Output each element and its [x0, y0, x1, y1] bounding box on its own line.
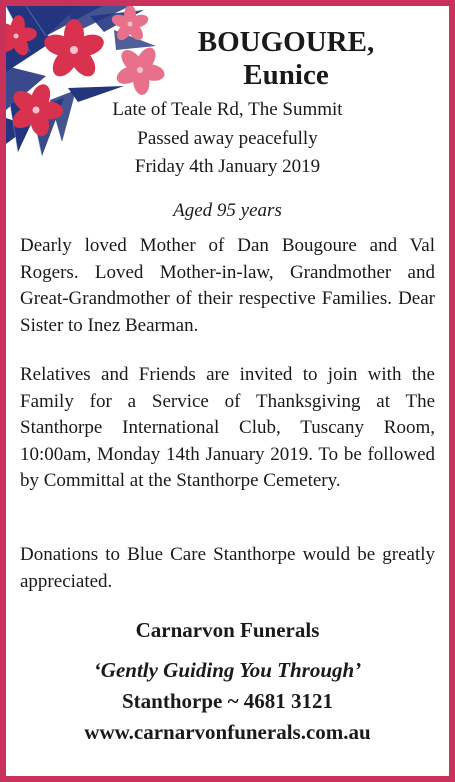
- funeral-home-tagline: ‘Gently Guiding You Through’: [93, 658, 362, 682]
- service-paragraph: Relatives and Friends are invited to join with the Family for a Service of Thanksgiving at The Stanthorpe International Club, Tuscany Room, 10:00am, Monday 14th January 2019. To be followed by Committal at the Stanthorpe Cemetery.: [20, 364, 435, 491]
- passed-away-line: Passed away peacefully: [137, 128, 318, 149]
- date-of-death-line: Friday 4th January 2019: [134, 156, 321, 177]
- address-line: Late of Teale Rd, The Summit: [112, 99, 343, 120]
- family-paragraph: Dearly loved Mother of Dan Bougoure and Val Rogers. Loved Mother-in-law, Grandmother and Great-Grandmother of their respective Families. Dear Sister to Inez Bearman.: [20, 235, 435, 336]
- deceased-given-name: Eunice: [243, 59, 329, 91]
- donations-paragraph: Donations to Blue Care Stanthorpe would be greatly appreciated.: [20, 544, 435, 592]
- age-line: Aged 95 years: [173, 200, 282, 221]
- deceased-surname: BOUGOURE,: [197, 26, 375, 58]
- funeral-home-name: Carnarvon Funerals: [135, 618, 320, 642]
- funeral-home-website: www.carnarvonfunerals.com.au: [84, 720, 371, 744]
- funeral-home-phone: Stanthorpe ~ 4681 3121: [121, 689, 333, 713]
